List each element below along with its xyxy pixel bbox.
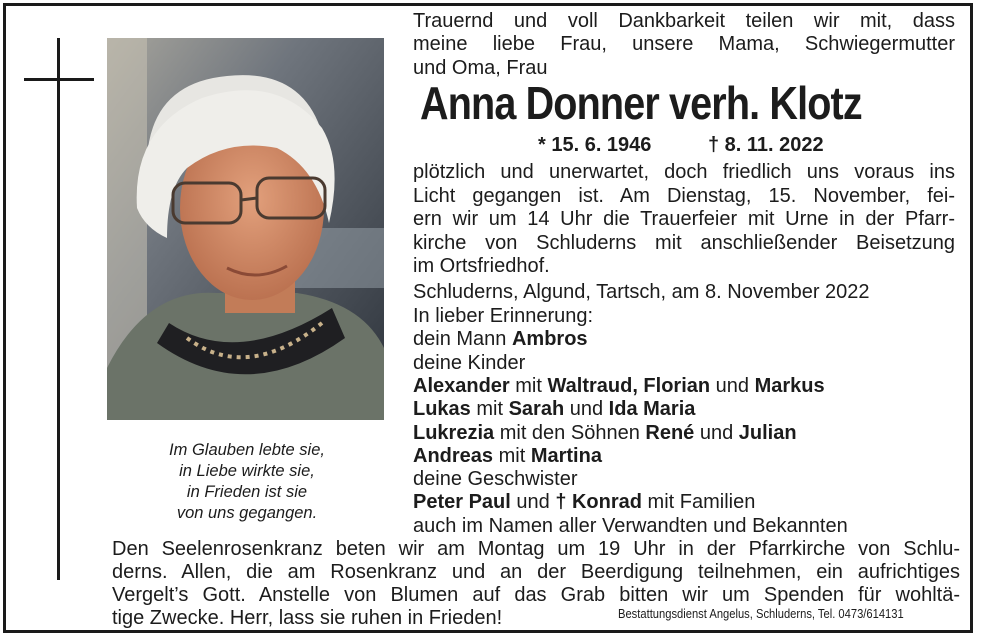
family-line [413, 491, 755, 515]
family-line [413, 422, 797, 446]
family-line [413, 445, 602, 469]
text-fragment: und [564, 398, 609, 420]
text-fragment: mit [493, 445, 531, 467]
family-name: Lukrezia [413, 422, 495, 444]
body-line: kirche von Schluderns mit anschließender Beisetzung [413, 232, 955, 254]
birth-date: * 15. 6. 1946 [538, 134, 652, 156]
closing-line: Den Seelenrosenkranz beten wir am Montag um 19 Uhr in der Pfarrkirche von Schlu- [112, 538, 960, 560]
family-line [413, 398, 695, 422]
family-name: Julian [738, 422, 797, 444]
text-fragment: mit [509, 375, 548, 397]
in-memory-label: In lieber Erinnerung: [413, 305, 594, 327]
family-name: Andreas [413, 445, 494, 467]
family-name: Waltraud, Florian [547, 375, 711, 397]
relatives-line: auch im Namen aller Verwandten und Bekannten [413, 515, 848, 537]
text-fragment: mit [470, 398, 509, 420]
closing-line: derns. Allen, die am Rosenkranz und an der Beerdigung teilnehmen, ein aufrichtiges [112, 561, 960, 583]
quote-line: in Frieden ist sie [186, 483, 308, 501]
children-label: deine Kinder [413, 352, 526, 374]
intro-line: und Oma, Frau [413, 57, 548, 79]
husband-line [413, 328, 588, 352]
siblings-label: deine Geschwister [413, 468, 578, 490]
family-name: Markus [754, 375, 825, 397]
text-fragment: dein Mann [413, 328, 512, 350]
closing-line: Vergelt’s Gott. Anstelle von Blumen auf das Grab bitten wir um Spenden für wohltä- [112, 584, 960, 606]
undertaker-info: Bestattungsdienst Angelus, Schluderns, Tel. 0473/614131 [618, 606, 904, 621]
family-line [413, 375, 825, 399]
quote-line: in Liebe wirkte sie, [179, 462, 315, 480]
family-name: Lukas [413, 398, 471, 420]
family-name: Martina [530, 445, 602, 467]
text-fragment: mit den Söhnen [494, 422, 646, 444]
family-name: Ida Maria [608, 398, 696, 420]
cross-horizontal-bar [24, 78, 94, 81]
body-line: Licht gegangen ist. Am Dienstag, 15. November, fei- [413, 185, 955, 207]
place-date: Schluderns, Algund, Tartsch, am 8. November 2022 [413, 281, 870, 303]
family-name: René [645, 422, 695, 444]
cross-vertical-bar [57, 38, 60, 580]
text-fragment: und [710, 375, 755, 397]
family-name: Peter Paul [413, 491, 511, 513]
husband-name: Ambros [511, 328, 588, 350]
family-name: Sarah [508, 398, 565, 420]
portrait-photo [107, 38, 384, 420]
death-date: † 8. 11. 2022 [708, 134, 824, 156]
intro-line: meine liebe Frau, unsere Mama, Schwiegermutter [413, 33, 955, 55]
intro-line: Trauernd und voll Dankbarkeit teilen wir mit, dass [413, 10, 955, 32]
memorial-quote [112, 440, 382, 524]
text-fragment: und [694, 422, 739, 444]
body-line: plötzlich und unerwartet, doch friedlich uns voraus ins [413, 161, 955, 183]
quote-line: Im Glauben lebte sie, [169, 441, 325, 459]
closing-line: tige Zwecke. Herr, lass sie ruhen in Frieden! [112, 607, 503, 629]
deceased-name: Anna Donner verh. Klotz [420, 77, 862, 129]
family-name: Alexander [413, 375, 510, 397]
body-line: ern wir um 14 Uhr die Trauerfeier mit Urne in der Pfarr- [413, 208, 955, 230]
text-fragment: mit Familien [642, 491, 756, 513]
family-name: † Konrad [555, 491, 642, 513]
body-line: im Ortsfriedhof. [413, 255, 550, 277]
quote-line: von uns gegangen. [176, 504, 318, 522]
text-fragment: und [510, 491, 556, 513]
